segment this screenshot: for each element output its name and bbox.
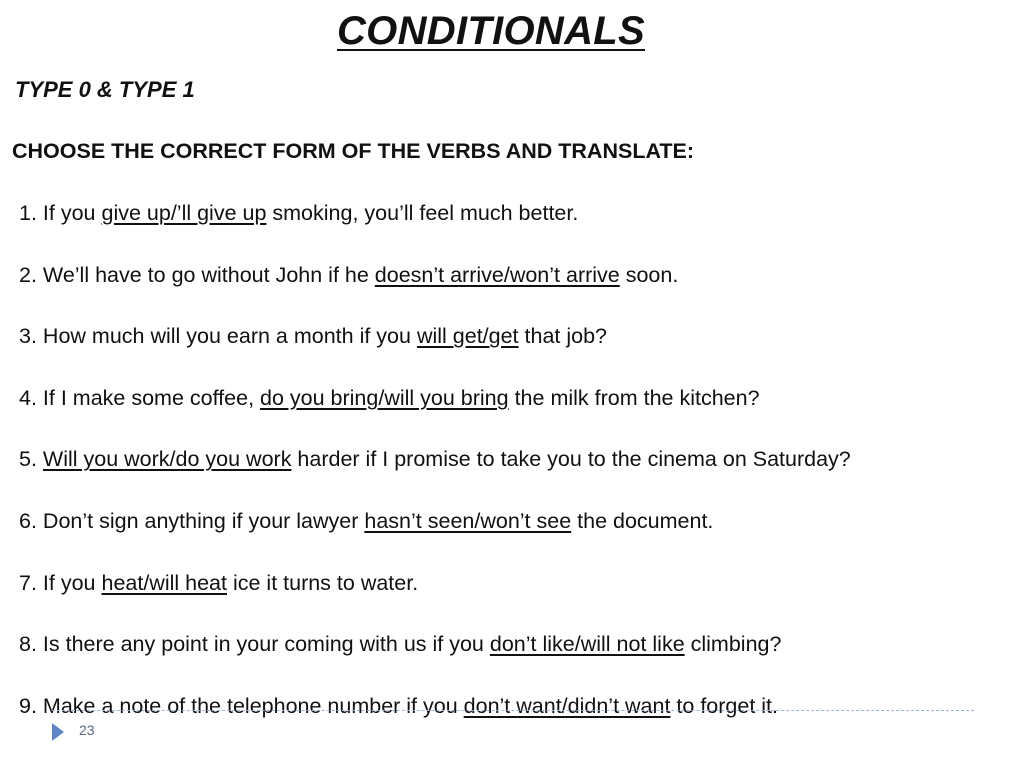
verb-choice: will get/get: [416, 324, 519, 349]
sentence-start: Make a note of the telephone number if you: [42, 693, 464, 718]
exercise-instruction: CHOOSE THE CORRECT FORM OF THE VERBS AND TRANSLATE:: [12, 139, 695, 163]
verb-choice: give up/’ll give up: [101, 201, 267, 225]
verb-choice: doesn’t arrive/won’t arrive: [374, 262, 620, 287]
exercise-number: 7.: [19, 570, 37, 595]
sentence-start: Is there any point in your coming with us if you: [42, 632, 490, 657]
exercise-item: [19, 322, 851, 384]
verb-choice: heat/will heat: [101, 570, 227, 595]
sentence-end: climbing?: [684, 632, 782, 657]
sentence-end: soon.: [619, 262, 679, 287]
exercise-list: [19, 199, 851, 753]
exercise-item: [19, 507, 851, 569]
verb-choice: do you bring/will you bring: [260, 385, 509, 410]
sentence-start: If you: [42, 570, 102, 595]
page-title: CONDITIONALS: [336, 9, 646, 53]
sentence-start: If I make some coffee,: [42, 385, 261, 410]
verb-choice: don’t want/didn’t want: [463, 693, 671, 718]
verb-choice: don’t like/will not like: [489, 632, 685, 657]
exercise-item: [19, 630, 851, 692]
exercise-number: 4.: [19, 385, 37, 410]
page-number: 23: [79, 722, 95, 738]
section-subtitle: TYPE 0 & TYPE 1: [15, 77, 195, 102]
sentence-end: that job?: [518, 324, 608, 349]
sentence-end: to forget it.: [670, 693, 778, 718]
exercise-item: [19, 445, 851, 507]
sentence-start: If you: [42, 201, 102, 225]
verb-choice: Will you work/do you work: [42, 447, 292, 472]
sentence-start: Don’t sign anything if your lawyer: [42, 508, 365, 533]
exercise-item: [19, 261, 851, 323]
sentence-end: harder if I promise to take you to the cinema on Saturday?: [291, 447, 851, 472]
sentence-start: We’ll have to go without John if he: [42, 262, 375, 287]
triangle-right-icon: [52, 723, 64, 741]
exercise-number: 2.: [19, 262, 37, 287]
sentence-end: smoking, you’ll feel much better.: [266, 201, 579, 225]
footer-divider: [52, 710, 974, 711]
sentence-end: the document.: [571, 508, 714, 533]
exercise-number: 9.: [19, 693, 37, 718]
sentence-start: How much will you earn a month if you: [42, 324, 417, 349]
exercise-item: [19, 569, 851, 631]
exercise-number: 8.: [19, 632, 37, 657]
exercise-number: 5.: [19, 447, 37, 472]
exercise-number: 1.: [19, 201, 37, 225]
exercise-number: 3.: [19, 324, 37, 349]
exercise-item: [19, 692, 851, 754]
exercise-number: 6.: [19, 508, 37, 533]
exercise-item: [19, 199, 851, 261]
exercise-item: [19, 384, 851, 446]
sentence-end: the milk from the kitchen?: [508, 385, 760, 410]
verb-choice: hasn’t seen/won’t see: [364, 508, 572, 533]
sentence-end: ice it turns to water.: [226, 570, 419, 595]
